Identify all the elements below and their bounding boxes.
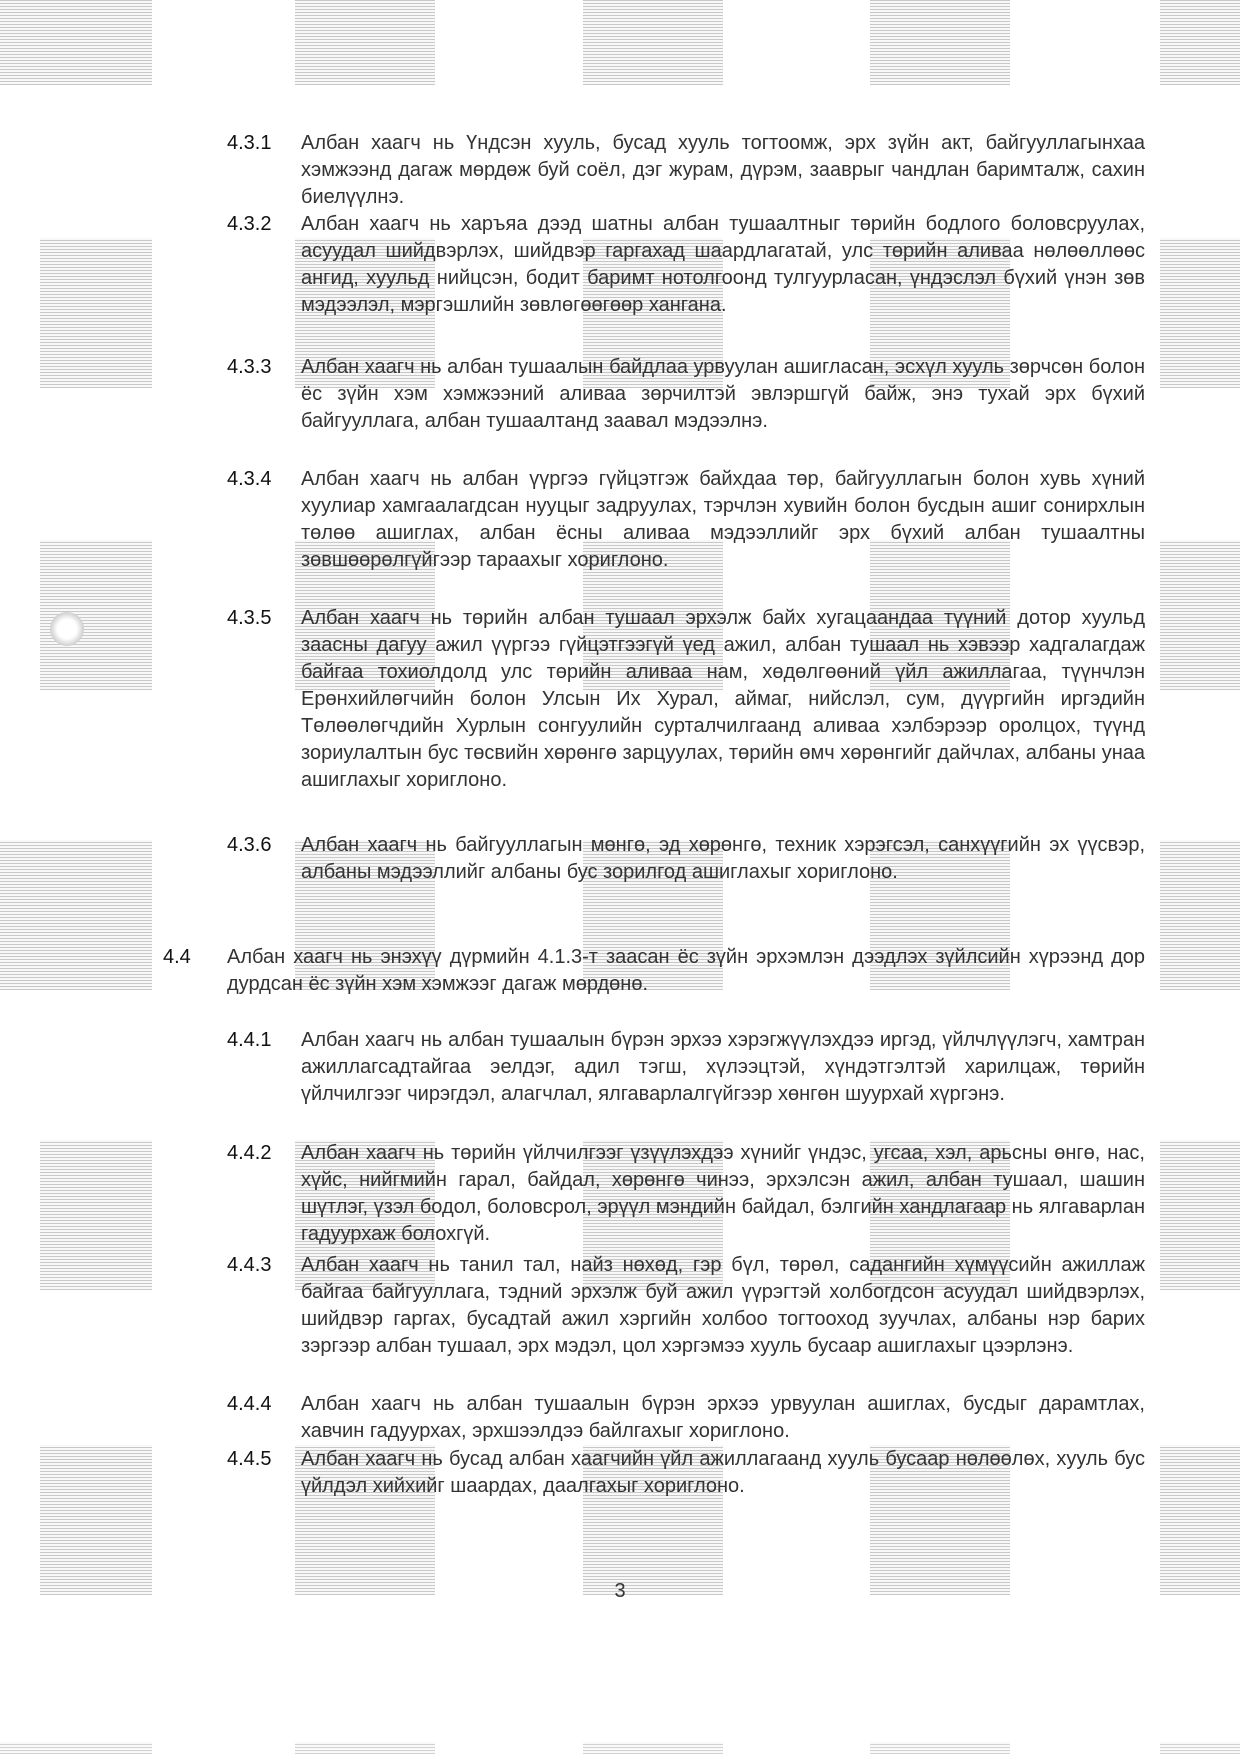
clause-text: Албан хаагч нь албан үүргээ гүйцэтгэж байхдаа төр, байгууллагын болон хувь хүний хуулиар хамгаалагдсан нууцыг задруулах, тэрчлэн хувийн болон бусдын ашиг сонирхлын төлөө ашиглах, албан ёсны аливаа мэдээллийг эрх бүхий албан тушаалтны зөвшөөрөлгүйгээр тараахыг хориглоно.: [301, 468, 1145, 571]
scan-artifact-tile: [40, 238, 152, 388]
scan-artifact-tile: [1160, 238, 1240, 388]
clause-text: Албан хаагч нь төрийн үйлчилгээг үзүүлэхдээ хүнийг үндэс, угсаа, хэл, арьсны өнгө, нас, хүйс, нийгмийн гарал, байдал, хөрөнгө чинээ, эрхэлсэн ажил, албан тушаал, шашин шүтлэг, үзэл бодол, боловсрол, эрүүл мэндийн байдал, бэлгийн хандлагаар нь ялгаварлан гадуурхаж болохгүй.: [301, 1142, 1145, 1245]
scan-artifact-tile: [1160, 540, 1240, 690]
clause-number: 4.3.3: [227, 356, 272, 378]
scan-artifact-tile: [583, 0, 723, 85]
scan-artifact-tile: [870, 0, 1010, 85]
clause-text: Албан хаагч нь энэхүү дүрмийн 4.1.3-т заасан ёс зүйн эрхэмлэн дээдлэх зүйлсийн хүрээнд дор дурдсан ёс зүйн хэм хэмжээг дагаж мөрдөнө.: [227, 946, 1145, 995]
clause-number: 4.4: [163, 946, 191, 968]
clause-text: Албан хаагч нь байгууллагын мөнгө, эд хөрөнгө, техник хэрэгсэл, санхүүгийн эх үүсвэр, албаны мэдээллийг албаны бус зорилгод ашиглахыг хориглоно.: [301, 834, 1145, 883]
clause-number: 4.4.1: [227, 1029, 272, 1051]
clause-number: 4.4.3: [227, 1254, 272, 1276]
clause-number: 4.4.5: [227, 1448, 272, 1470]
scan-artifact-tile: [1160, 1140, 1240, 1290]
scan-artifact-strip: [870, 1742, 1010, 1754]
scan-artifact-strip: [1160, 1742, 1240, 1754]
scan-artifact-strip: [0, 1742, 152, 1754]
clause-number: 4.3.5: [227, 607, 272, 629]
clause-number: 4.3.1: [227, 132, 272, 154]
clause-number: 4.4.2: [227, 1142, 272, 1164]
clause-number: 4.3.2: [227, 213, 272, 235]
clause-text: Албан хаагч нь албан тушаалын бүрэн эрхээ урвуулан ашиглах, бусдыг дарамтлах, хавчин гадуурхах, эрхшээлдээ байлгахыг хориглоно.: [301, 1393, 1145, 1442]
scan-artifact-strip: [583, 1742, 723, 1754]
scan-artifact-strip: [295, 1742, 435, 1754]
clause-number: 4.4.4: [227, 1393, 272, 1415]
scan-artifact-tile: [0, 840, 152, 990]
scan-artifact-tile: [1160, 1445, 1240, 1595]
scan-artifact-circle: [50, 612, 84, 646]
scan-artifact-tile: [0, 0, 152, 85]
clause-text: Албан хаагч нь танил тал, найз нөхөд, гэр бүл, төрөл, садангийн хүмүүсийн ажиллаж байгаа байгууллага, тэдний эрхэлж буй ажил үүрэгтэй холбогдсон асуудал шийдвэрлэх, шийдвэр гаргах, бусадтай ажил хэргийн холбоо тогтооход зуучлах, албаны нэр барих зэргээр албан тушаал, эрх мэдэл, цол хэргэмээ хууль бусаар ашиглахыг цээрлэнэ.: [301, 1254, 1145, 1357]
clause-text: Албан хаагч нь бусад албан хаагчийн үйл ажиллагаанд хууль бусаар нөлөөлөх, хууль бус үйлдэл хийхийг шаардах, даалгахыг хориглоно.: [301, 1448, 1145, 1497]
scan-artifact-tile: [40, 1445, 152, 1595]
page-number: 3: [614, 1580, 626, 1602]
scan-artifact-tile: [1160, 0, 1240, 85]
scan-artifact-tile: [40, 1140, 152, 1290]
clause-number: 4.3.4: [227, 468, 272, 490]
scan-artifact-tile: [295, 0, 435, 85]
clause-text: Албан хаагч нь харъяа дээд шатны албан тушаалтныг төрийн бодлого боловсруулах, асуудал шийдвэрлэх, шийдвэр гаргахад шаардлагатай, улс төрийн аливаа нөлөөллөөс ангид, хуульд нийцсэн, бодит баримт нотолгоонд тулгуурласан, үндэслэл бүхий үнэн зөв мэдээлэл, мэргэшлийн зөвлөгөөгөөр хангана.: [301, 213, 1145, 316]
clause-number: 4.3.6: [227, 834, 272, 856]
clause-text: Албан хаагч нь албан тушаалын бүрэн эрхээ хэрэгжүүлэхдээ иргэд, үйлчлүүлэгч, хамтран ажиллагсадтайгаа эелдэг, адил тэгш, хүлээцтэй, хүндэтгэлтэй харилцаж, төрийн үйлчилгээг чирэгдэл, алагчлал, ялгаварлалгүйгээр хөнгөн шуурхай хүргэнэ.: [301, 1029, 1145, 1105]
clause-text: Албан хаагч нь төрийн албан тушаал эрхэлж байх хугацаандаа түүний дотор хуульд заасны дагуу ажил үүргээ гүйцэтгээгүй үед ажил, албан тушаал нь хэвээр хадгалагдаж байгаа тохиолдолд улс төрийн аливаа нам, хөдөлгөөний үйл ажиллагаа, түүнчлэн Ерөнхийлөгчийн болон Улсын Их Хурал, аймаг, нийслэл, сум, дүүргийн иргэдийн Төлөөлөгчдийн Хурлын сонгуулийн сурталчилгаанд аливаа хэлбэрээр оролцох, түүнд зориулалтын бус төсвийн хөрөнгө зарцуулах, төрийн өмч хөрөнгийг дайчлах, албаны унаа ашиглахыг хориглоно.: [301, 607, 1145, 791]
clause-text: Албан хаагч нь албан тушаалын байдлаа урвуулан ашигласан, эсхүл хууль зөрчсөн болон ёс зүйн хэм хэмжээний аливаа зөрчилтэй эвлэршгүй байж, энэ тухай эрх бүхий байгууллага, албан тушаалтанд заавал мэдээлнэ.: [301, 356, 1145, 432]
clause-text: Албан хаагч нь Үндсэн хууль, бусад хууль тогтоомж, эрх зүйн акт, байгууллагынхаа хэмжээнд дагаж мөрдөж буй соёл, дэг журам, дүрэм, зааврыг чандлан баримталж, сахин биелүүлнэ.: [301, 132, 1145, 208]
scan-artifact-tile: [1160, 840, 1240, 990]
